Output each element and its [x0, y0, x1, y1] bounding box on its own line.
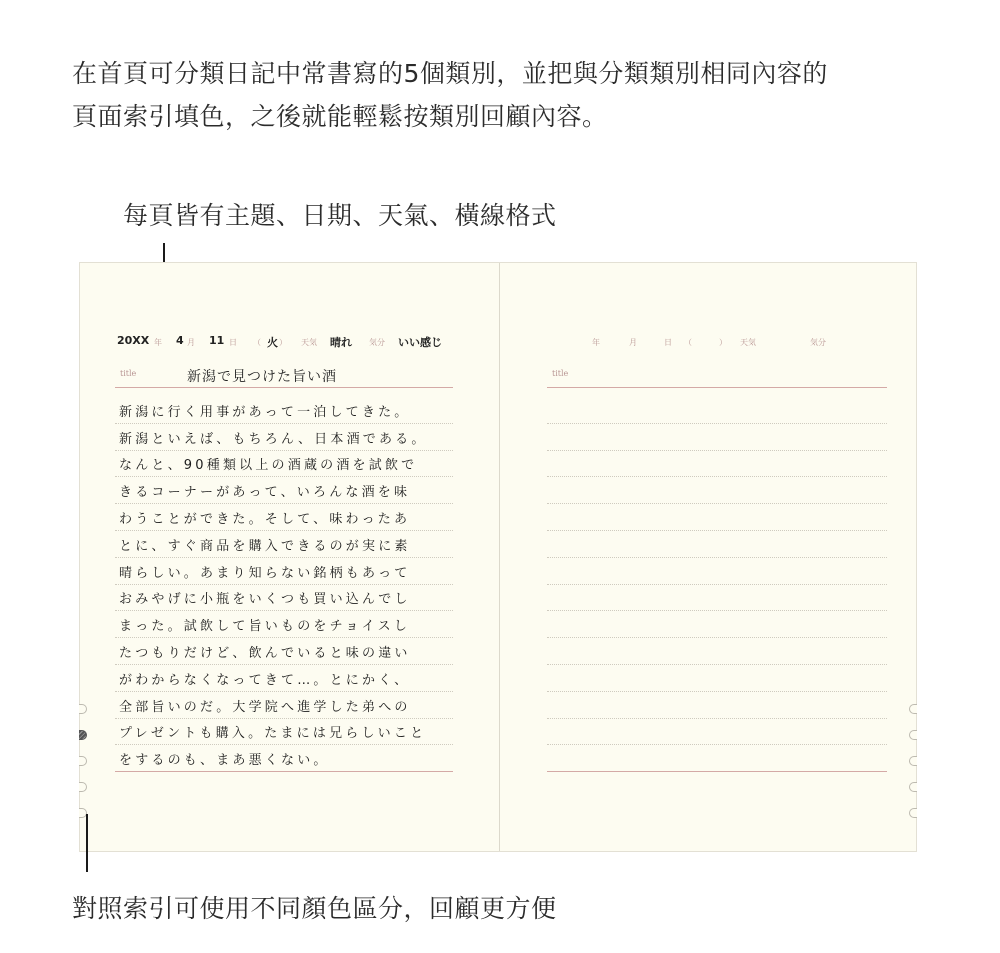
weekday-paren-close: ） — [279, 338, 287, 347]
weekday-paren-open: （ — [684, 338, 692, 347]
index-tab-right-3[interactable] — [909, 756, 917, 766]
ruled-line — [115, 719, 453, 746]
intro-line-1: 在首頁可分類日記中常書寫的5個類別，並把與分類類別相同內容的 — [72, 59, 828, 88]
month-label: 月 — [629, 338, 637, 347]
title-label: title — [120, 369, 137, 378]
entry-text-line: 新潟に行く用事があって一泊してきた。 — [119, 404, 411, 420]
left-date-header — [115, 334, 453, 350]
year-value: 20XX — [117, 334, 150, 347]
ruled-line — [115, 745, 453, 772]
notebook-spine — [499, 263, 500, 851]
ruled-line — [115, 531, 453, 558]
index-tab-right-5[interactable] — [909, 808, 917, 818]
ruled-line — [115, 451, 453, 478]
entry-text-line: きるコーナーがあって、いろんな酒を味 — [119, 485, 411, 501]
ruled-line — [547, 477, 887, 504]
entry-text-line: なんと、90種類以上の酒蔵の酒を試飲で — [119, 458, 418, 474]
ruled-line — [547, 611, 887, 638]
intro-text — [72, 52, 952, 138]
entry-text-line: とに、すぐ商品を購入できるのが実に素 — [119, 538, 411, 554]
callout-top-label: 每頁皆有主題、日期、天氣、橫線格式 — [123, 201, 557, 230]
day-value: 11 — [209, 334, 225, 347]
right-title-row — [547, 361, 887, 388]
ruled-line — [115, 558, 453, 585]
entry-text-line: まった。試飲して旨いものをチョイスし — [119, 619, 411, 635]
entry-text-line: おみやげに小瓶をいくつも買い込んでし — [119, 592, 411, 608]
notebook-spread — [79, 262, 917, 852]
left-title-row — [115, 361, 453, 388]
mood-value: いい感じ — [398, 336, 442, 349]
ruled-line — [547, 558, 887, 585]
left-page — [115, 263, 453, 851]
callout-bottom-pointer — [86, 814, 88, 872]
index-tab-right-2[interactable] — [909, 730, 917, 740]
title-label: title — [552, 369, 569, 378]
day-label: 日 — [664, 338, 672, 347]
index-tab-left-2[interactable] — [79, 730, 87, 740]
weather-label: 天気 — [740, 338, 756, 347]
left-ruled-lines — [115, 397, 453, 772]
mood-label: 気分 — [369, 338, 385, 347]
index-tab-right-1[interactable] — [909, 704, 917, 714]
right-ruled-lines — [547, 397, 887, 772]
entry-text-line: がわからなくなってきて…。とにかく、 — [119, 672, 411, 688]
weather-label: 天気 — [301, 338, 317, 347]
weekday-paren-close: ） — [719, 338, 727, 347]
ruled-line — [115, 692, 453, 719]
index-tab-left-3[interactable] — [79, 756, 87, 766]
index-tab-right-4[interactable] — [909, 782, 917, 792]
entry-text-line: わうことができた。そして、味わったあ — [119, 511, 411, 527]
index-tab-left-1[interactable] — [79, 704, 87, 714]
right-page — [547, 263, 887, 851]
weekday-value: 火 — [267, 336, 278, 349]
weekday-paren-open: （ — [253, 338, 261, 347]
entry-text-line: 全部旨いのだ。大学院へ進学した弟への — [119, 699, 411, 715]
entry-text-line: たつもりだけど、飲んでいると味の違い — [119, 645, 411, 661]
ruled-line — [547, 638, 887, 665]
ruled-line — [115, 424, 453, 451]
ruled-line — [547, 424, 887, 451]
entry-text-line: をするのも、まあ悪くない。 — [119, 753, 330, 769]
year-label: 年 — [592, 338, 600, 347]
ruled-line — [547, 719, 887, 746]
intro-line-2: 頁面索引填色，之後就能輕鬆按類別回顧內容。 — [72, 102, 608, 131]
entry-title: 新潟で見つけた旨い酒 — [187, 369, 337, 385]
mood-label: 気分 — [810, 338, 826, 347]
ruled-line — [547, 397, 887, 424]
right-date-header — [547, 334, 887, 350]
ruled-line — [547, 585, 887, 612]
entry-text-line: 晴らしい。あまり知らない銘柄もあって — [119, 565, 411, 581]
ruled-line — [547, 665, 887, 692]
year-label: 年 — [154, 338, 162, 347]
ruled-line — [115, 611, 453, 638]
ruled-line — [115, 504, 453, 531]
ruled-line — [115, 477, 453, 504]
month-value: 4 — [176, 334, 184, 347]
ruled-line — [547, 451, 887, 478]
ruled-line — [115, 665, 453, 692]
ruled-line — [547, 745, 887, 772]
callout-bottom-label: 對照索引可使用不同顏色區分，回顧更方便 — [72, 894, 557, 923]
month-label: 月 — [187, 338, 195, 347]
ruled-line — [115, 397, 453, 424]
entry-text-line: 新潟といえば、もちろん、日本酒である。 — [119, 431, 428, 447]
ruled-line — [547, 692, 887, 719]
index-tab-left-4[interactable] — [79, 782, 87, 792]
ruled-line — [547, 504, 887, 531]
entry-text-line: プレゼントも購入。たまには兄らしいこと — [119, 726, 427, 742]
weather-value: 晴れ — [330, 336, 352, 349]
ruled-line — [115, 638, 453, 665]
day-label: 日 — [229, 338, 237, 347]
ruled-line — [547, 531, 887, 558]
ruled-line — [115, 585, 453, 612]
